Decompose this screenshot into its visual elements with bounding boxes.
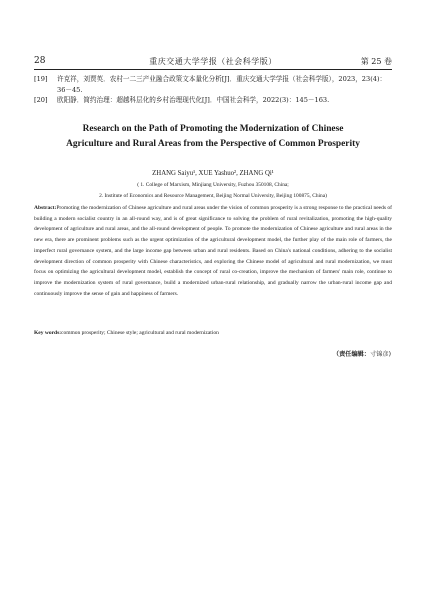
affiliation-1: ( 1. College of Marxism, Minjiang University, Fuzhou 350108, China;	[137, 182, 289, 188]
editor-name: 寸锦彦)	[370, 351, 391, 358]
volume-label: 第 25 卷	[360, 57, 392, 66]
abstract-label: Abstract:	[34, 205, 57, 211]
reference-item	[34, 74, 392, 95]
abstract-text: Promoting the modernization of Chinese agriculture and rural areas under the vision of common prosperity is a strong response to the practical needs of building a modern socialist country in an all-round way, and is of great significance to solving the problem of rural revitalization, promoting the high-quality development of agriculture and rural areas, and the all-round development of people. To promote the modernization of Chinese agriculture and rural areas in the new era, there are prominent problems such as the urgent optimization of the agricultural development model, the further play of the main role of farmers, the imperfect rural governance system, and the large income gap between urban and rural residents. Based on China's national conditions, adhering to the socialist development direction of common prosperity with Chinese characteristics, and exploring the Chinese model of agricultural and rural modernization, we must focus on optimizing the agricultural development model, establish the concept of rural co-creation, improve the mechanism of farmers' main role, continue to improve the modernization system of rural governance, build a modernized urban-rural relationship, and gradually narrow the urban-rural income gap and continuously improve the sense of gain and happiness of farmers.	[34, 205, 392, 297]
reference-text: 许克祥，刘贾英．农村一二三产业融合政策文本量化分析[J]．重庆交通大学学报（社会科学版），2023，23(4)：36－45.	[57, 75, 387, 94]
keywords-text: common prosperity; Chinese style; agricultural and rural modernization	[61, 330, 219, 336]
responsible-editor	[333, 349, 391, 358]
reference-list	[34, 74, 392, 106]
editor-label: （责任编辑：	[332, 351, 371, 358]
journal-name: 重庆交通大学学报（社会科学版）	[149, 57, 277, 66]
title-line: Research on the Path of Promoting the Modernization of Chinese	[82, 124, 344, 134]
article-title	[34, 122, 392, 152]
page-number: 28	[34, 56, 46, 66]
header-rule	[34, 69, 392, 70]
reference-number: [19]	[34, 75, 48, 83]
keywords	[34, 328, 392, 338]
reference-item	[34, 95, 392, 106]
reference-number: [20]	[34, 96, 48, 105]
running-head	[34, 54, 392, 68]
keywords-label: Key words:	[34, 330, 62, 336]
abstract	[34, 203, 392, 299]
author-list: ZHANG Saiyu¹, XUE Yashuo², ZHANG Qi¹	[152, 170, 274, 177]
affiliation-2: 2. Institute of Economics and Resource Management, Beijing Normal University, Beijing 100875, China)	[99, 193, 327, 199]
reference-text: 欧阳静．简约治理：超越科层化的乡村治理现代化[J]．中国社会科学，2022(3)：145－163.	[57, 96, 330, 105]
title-line: Agriculture and Rural Areas from the Perspective of Common Prosperity	[66, 139, 360, 149]
